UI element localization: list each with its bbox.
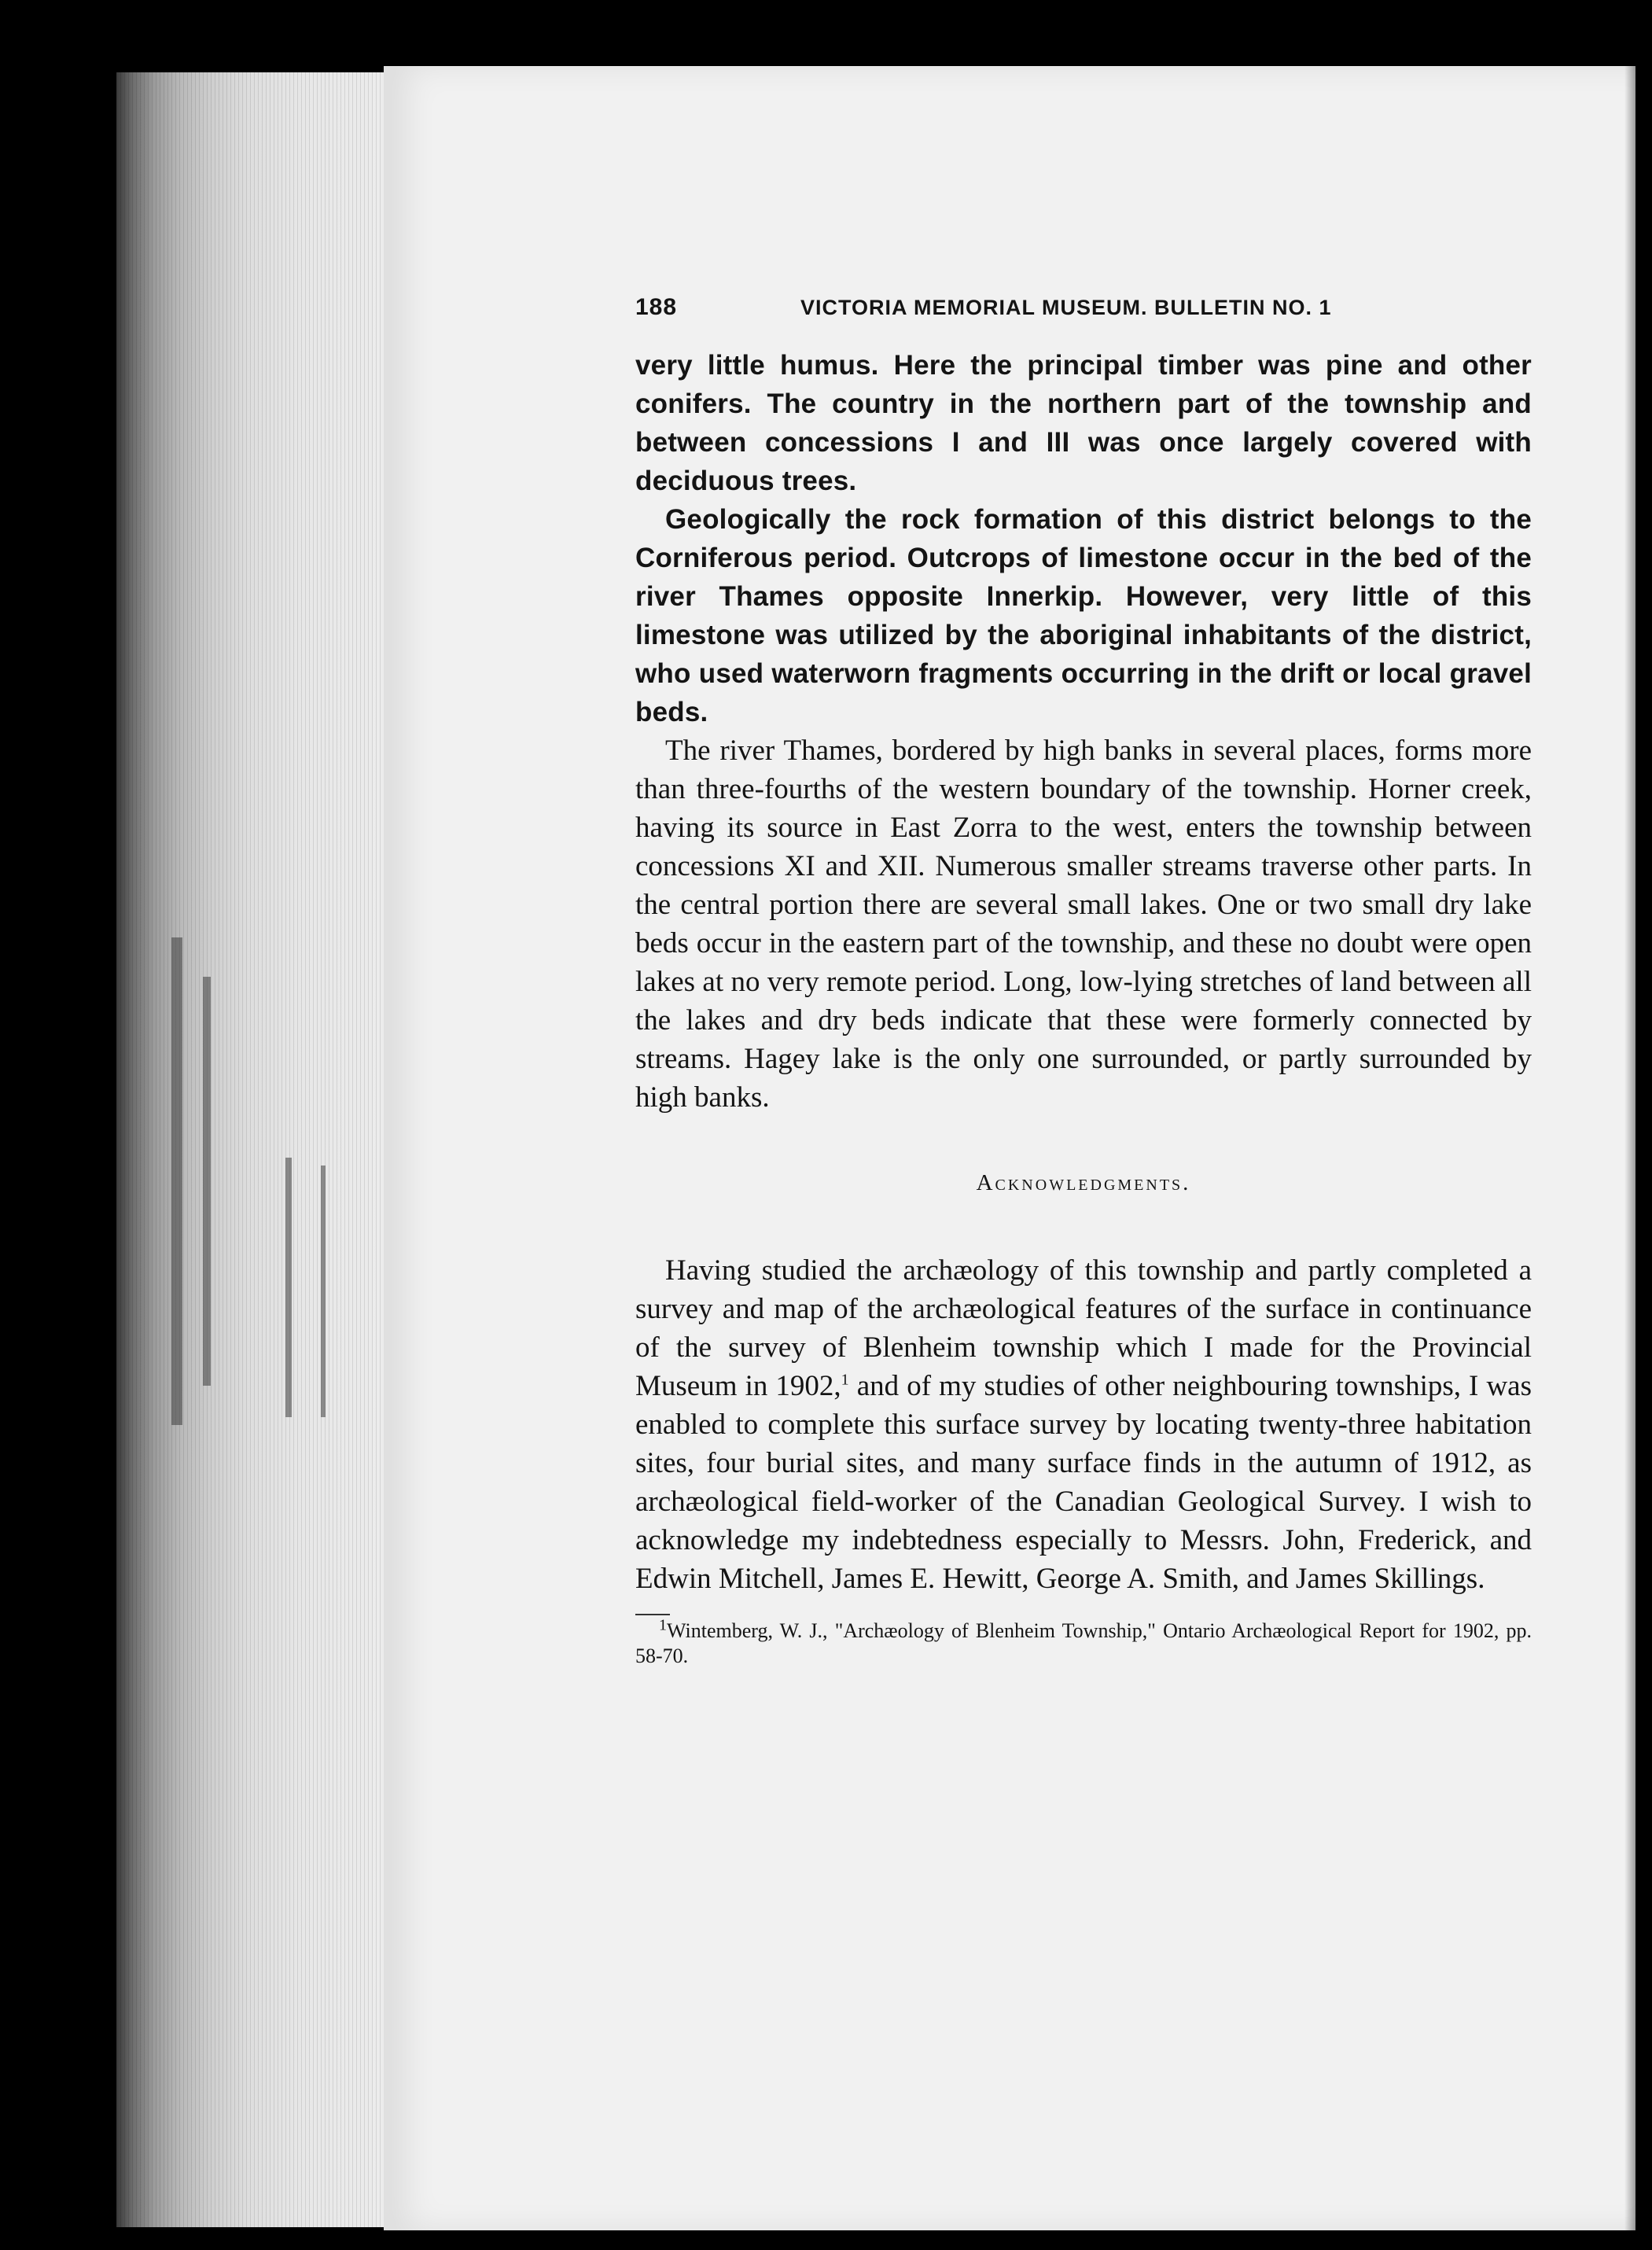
footnote-rule: [635, 1614, 670, 1615]
ack-text-part-1: Having studied the archæology of this township and partly completed a survey and map of the archæological features of the surface in continuance of the survey of Blenheim township which I made for the Provincial Museum in 1902,: [635, 1254, 1532, 1402]
paragraph-acknowledgments: [635, 1251, 1532, 1598]
page-edge-lines: [116, 72, 384, 2227]
running-head: [635, 294, 1532, 326]
footnote-text: Wintemberg, W. J., "Archæology of Blenheim Township," Ontario Archæological Report for 1902, pp. 58-70.: [635, 1619, 1532, 1667]
edge-smudge: [203, 977, 211, 1386]
edge-smudge: [171, 937, 182, 1425]
ack-text-part-2: and of my studies of other neighbouring townships, I was enabled to complete this surface survey by locating twenty-three habitation sites, four burial sites, and many surface finds in the autumn of 1912, as archæological field-worker of the Canadian Geological Survey. I wish to acknowledge my indebtedness especially to Messrs. John, Frederick, and Edwin Mitchell, James E. Hewitt, George A. Smith, and James Skillings.: [635, 1370, 1532, 1595]
paragraph-humus: very little humus. Here the principal timber was pine and other conifers. The country in the northern part of the township and between concessions I and III was once largely covered with deciduous trees.: [635, 350, 1532, 496]
page-gutter-shadow: [1624, 66, 1635, 2230]
page-number: 188: [635, 294, 678, 320]
paragraph-river-thames: The river Thames, bordered by high banks in several places, forms more than three-fourths of the western boundary of the township. Horner creek, having its source in East Zorra to the west, enters the township between concessions XI and XII. Numerous smaller streams traverse other parts. In the central portion there are several small lakes. One or two small dry lake beds occur in the eastern part of the township, and these no doubt were open lakes at no very remote period. Long, low-lying stretches of land between all the lakes and dry beds indicate that these were formerly connected by streams. Hagey lake is the only one surrounded, or partly surrounded by high banks.: [635, 735, 1532, 1114]
book-page: [384, 66, 1635, 2230]
footnote-reference: 1: [841, 1371, 849, 1389]
section-heading: Acknowledgments.: [976, 1170, 1191, 1195]
paragraph-geology: Geologically the rock formation of this district belongs to the Corniferous period. Outcrops of limestone occur in the bed of the river Thames opposite Innerkip. However, very little of this limestone was utilized by the aboriginal inhabitants of the district, who used waterworn fragments occurring in the drift or local gravel beds.: [635, 504, 1532, 727]
footnote-marker: 1: [659, 1616, 667, 1634]
book-page-edges: [116, 72, 384, 2227]
page-text-block: [635, 294, 1532, 1669]
edge-smudge: [321, 1166, 326, 1417]
edge-smudge: [285, 1158, 292, 1417]
running-head-title: VICTORIA MEMORIAL MUSEUM. BULLETIN NO. 1: [800, 296, 1332, 319]
footnote: [635, 1618, 1532, 1669]
